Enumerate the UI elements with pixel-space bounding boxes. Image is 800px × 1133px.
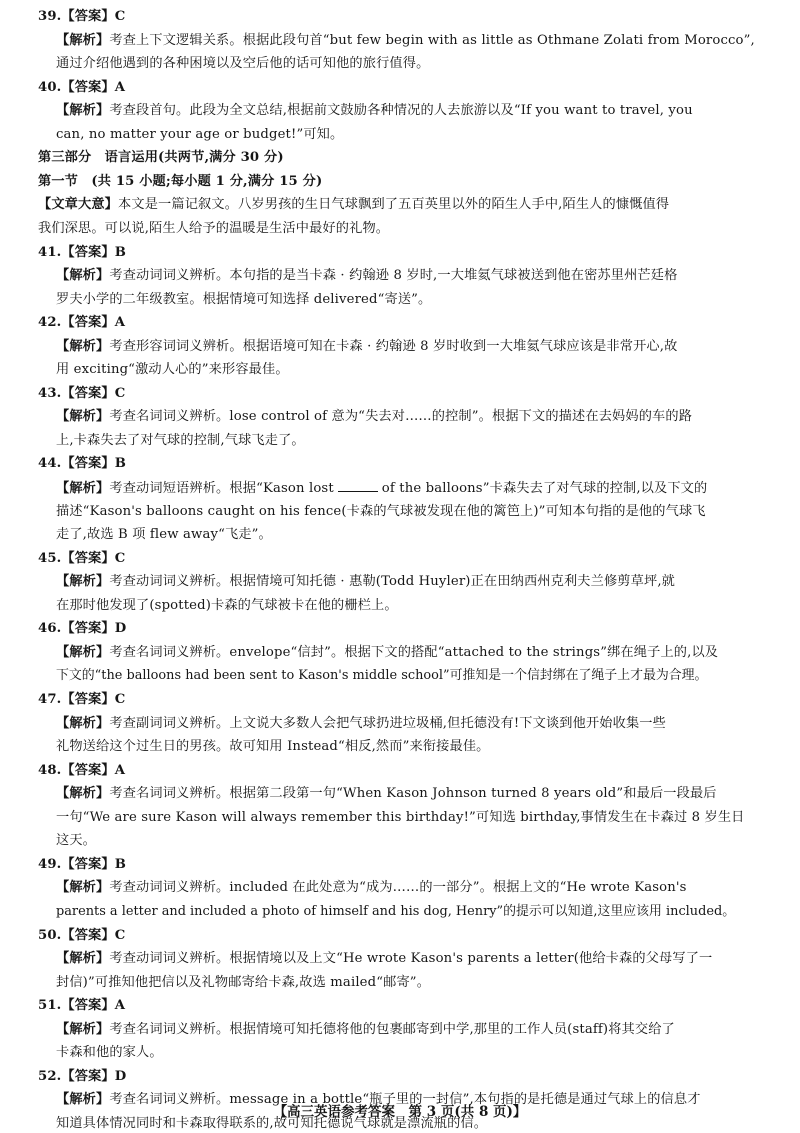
explanation-text: 考查名词词义辨析。message in a bottle“瓶子里的一封信”,本句指的是托德是通过气球上的信息才	[109, 1092, 701, 1108]
answer-tag: 【答案】	[61, 1068, 115, 1084]
explanation-50-cont	[56, 974, 430, 992]
explanation-text: 考查动词词义辨析。本句指的是当卡森 · 约翰逊 8 岁时,一大堆氦气球被送到他在密苏里州芒廷格	[109, 268, 678, 284]
explanation-text: 封信)”可推知他把信以及礼物邮寄给卡森,故选 mailed“邮寄”。	[56, 974, 431, 990]
answer-letter: C	[114, 385, 126, 401]
explanation-tag: 【解析】	[56, 103, 110, 119]
explanation-tag: 【解析】	[56, 1021, 110, 1037]
explanation-text: 在那时他发现了(spotted)卡森的气球被卡在他的栅栏上。	[56, 597, 398, 613]
explanation-text: 通过介绍他遇到的各种困境以及空后他的话可知他的旅行值得。	[56, 56, 430, 72]
answer-letter: A	[114, 762, 126, 778]
explanation-text: 走了,故选 B 项 flew away“飞走”。	[56, 527, 272, 543]
explanation-tag: 【解析】	[56, 574, 110, 590]
answer-tag: 【答案】	[61, 692, 115, 707]
explanation-45	[56, 573, 675, 591]
answer-tag: 【答案】	[61, 244, 115, 260]
explanation-text: 下文的“the balloons had been sent to Kason's middle school”可推知是一个信封绑在了绳子上才最为合理。	[56, 668, 708, 684]
explanation-48-cont2	[56, 832, 96, 850]
question-number: 44.	[38, 456, 62, 472]
explanation-text: parents a letter and included a photo of himself and his dog, Henry”的提示可以知道,这里应该用 included。	[56, 903, 736, 919]
explanation-44	[56, 479, 707, 498]
explanation-text: 礼物送给这个过生日的男孩。故可知用 Instead“相反,然而”来衔接最佳。	[56, 739, 490, 755]
explanation-44-cont2	[56, 526, 272, 544]
fill-in-blank	[338, 479, 378, 492]
question-number: 47.	[38, 692, 62, 707]
explanation-text: can, no matter your age or budget!”可知。	[56, 126, 344, 142]
section-heading: 第三部分 语言运用(共两节,满分 30 分)	[38, 150, 284, 166]
explanation-text: 考查动词词义辨析。included 在此处意为“成为……的一部分”。根据上文的“He wrote Kason's	[109, 880, 687, 896]
answer-tag: 【答案】	[61, 385, 115, 401]
explanation-43-cont	[56, 432, 305, 450]
answer-letter: C	[114, 550, 126, 566]
explanation-41	[56, 267, 677, 285]
answer-tag: 【答案】	[61, 79, 115, 95]
article-summary-cont	[38, 220, 389, 238]
explanation-tag: 【解析】	[56, 338, 110, 354]
explanation-text: 考查副词词义辨析。上文说大多数人会把气球扔进垃圾桶,但托德没有!下文谈到他开始收集一些	[109, 715, 666, 731]
summary-text: 我们深思。可以说,陌生人给予的温暖是生活中最好的礼物。	[38, 221, 390, 236]
explanation-41-cont	[56, 291, 431, 309]
explanation-text: 考查动词词义辨析。根据情境可知托德 · 惠勒(Todd Huyler)正在田纳西州克利夫兰修剪草坪,就	[109, 574, 675, 590]
explanation-40	[56, 102, 693, 120]
explanation-text: 考查形容词词义辨析。根据语境可知在卡森 · 约翰逊 8 岁时收到一大堆氦气球应该是非常开心,故	[109, 338, 678, 354]
answer-letter: C	[114, 9, 126, 24]
answer-tag: 【答案】	[61, 456, 115, 472]
explanation-text: 用 exciting“激动人心的”来形容最佳。	[56, 362, 289, 378]
explanation-text: 卡森和他的家人。	[56, 1045, 163, 1061]
page-footer: 【高三英语参考答案 第 3 页(共 8 页)】	[273, 1104, 527, 1120]
explanation-49-cont	[56, 903, 735, 921]
explanation-text: 考查名词词义辨析。lose control of 意为“失去对……的控制”。根据下文的描述在去妈妈的车的路	[109, 409, 693, 425]
explanation-text: 罗夫小学的二年级教室。根据情境可知选择 delivered“寄送”。	[56, 291, 432, 307]
explanation-text: 描述“Kason's balloons caught on his fence(卡森的气球被发现在他的篱笆上)”可知本句指的是他的气球飞	[56, 503, 706, 519]
answer-letter: B	[114, 856, 127, 872]
question-number: 50.	[38, 927, 62, 943]
answer-tag: 【答案】	[61, 998, 115, 1014]
explanation-tag: 【解析】	[56, 715, 110, 731]
question-number: 46.	[38, 621, 62, 637]
answer-49	[38, 856, 126, 874]
explanation-49	[56, 879, 687, 897]
explanation-text: 一句“We are sure Kason will always remember this birthday!”可知选 birthday,事情发生在卡森过 8 岁生日	[56, 809, 745, 825]
explanation-tag: 【解析】	[56, 951, 110, 966]
answer-letter: B	[114, 244, 127, 260]
explanation-tag: 【解析】	[56, 880, 110, 896]
answer-tag: 【答案】	[61, 9, 115, 24]
explanation-text: 这天。	[56, 833, 97, 849]
answer-tag: 【答案】	[61, 621, 115, 637]
answer-46	[38, 620, 126, 638]
answer-45	[38, 550, 125, 568]
explanation-39-cont	[56, 55, 429, 73]
question-number: 40.	[38, 79, 62, 95]
answer-letter: A	[114, 315, 126, 331]
answer-52	[38, 1068, 126, 1086]
answer-letter: D	[114, 1068, 127, 1084]
explanation-48	[56, 785, 717, 803]
explanation-text: 上,卡森失去了对气球的控制,气球飞走了。	[56, 432, 305, 448]
question-number: 41.	[38, 244, 62, 260]
article-summary	[38, 196, 669, 214]
explanation-text: 考查名词词义辨析。根据第二段第一句“When Kason Johnson turned 8 years old”和最后一段最后	[109, 786, 717, 802]
explanation-43	[56, 408, 692, 426]
answer-tag: 【答案】	[61, 550, 115, 566]
explanation-tag: 【解析】	[56, 268, 110, 284]
answer-letter: D	[114, 621, 127, 637]
explanation-tag: 【解析】	[56, 409, 110, 425]
question-number: 39.	[38, 9, 62, 24]
explanation-text: 知道具体情况同时和卡森取得联系的,故可知托德说气球就是漂流瓶的信。	[56, 1115, 488, 1131]
answer-50	[38, 927, 125, 945]
answer-41	[38, 244, 126, 262]
explanation-51-cont	[56, 1044, 163, 1062]
answer-letter: A	[114, 998, 126, 1014]
explanation-40-cont	[56, 126, 343, 144]
question-number: 48.	[38, 762, 62, 778]
answer-tag: 【答案】	[61, 315, 115, 331]
answer-tag: 【答案】	[61, 927, 115, 943]
explanation-51	[56, 1021, 675, 1039]
explanation-tag: 【解析】	[56, 786, 110, 802]
explanation-46	[56, 644, 718, 662]
explanation-47-cont	[56, 738, 490, 756]
answer-43	[38, 385, 125, 403]
explanation-text: 考查动词词义辨析。根据情境以及上文“He wrote Kason's parents a letter(他给卡森的父母写了一	[109, 951, 713, 966]
question-number: 49.	[38, 856, 62, 872]
explanation-text: of the balloons”卡森失去了对气球的控制,以及下文的	[381, 481, 708, 496]
answer-51	[38, 997, 125, 1015]
explanation-text: 考查名词词义辨析。根据情境可知托德将他的包裹邮寄到中学,那里的工作人员(staff)将其交给了	[109, 1021, 675, 1037]
answer-letter: A	[114, 79, 126, 95]
explanation-text: 考查名词词义辨析。envelope“信封”。根据下文的搭配“attached to the strings”绑在绳子上的,以及	[109, 644, 719, 660]
answer-40	[38, 79, 125, 97]
explanation-50	[56, 950, 712, 968]
question-number: 42.	[38, 315, 62, 331]
explanation-text: 考查动词短语辨析。根据“Kason lost	[109, 481, 334, 496]
explanation-39	[56, 32, 755, 50]
answer-39	[38, 8, 125, 26]
explanation-45-cont	[56, 597, 398, 615]
explanation-44-cont	[56, 503, 706, 521]
explanation-text: 考查段首句。此段为全文总结,根据前文鼓励各种情况的人去旅游以及“If you want to travel, you	[109, 103, 693, 119]
explanation-tag: 【解析】	[56, 481, 110, 496]
summary-tag: 【文章大意】	[38, 197, 119, 213]
question-number: 43.	[38, 385, 62, 401]
answer-42	[38, 314, 125, 332]
answer-48	[38, 762, 125, 780]
question-number: 52.	[38, 1068, 62, 1084]
answer-47	[38, 691, 125, 709]
explanation-48-cont	[56, 809, 745, 827]
answer-letter: C	[114, 927, 126, 943]
explanation-tag: 【解析】	[56, 1092, 110, 1108]
answer-letter: B	[114, 456, 127, 472]
explanation-tag: 【解析】	[56, 644, 110, 660]
question-number: 51.	[38, 998, 62, 1014]
summary-text: 本文是一篇记叙文。八岁男孩的生日气球飘到了五百英里以外的陌生人手中,陌生人的慷慨值得	[118, 197, 670, 213]
answer-44	[38, 455, 126, 473]
subsection-heading: 第一节 (共 15 小题;每小题 1 分,满分 15 分)	[38, 173, 323, 189]
explanation-42	[56, 338, 677, 356]
explanation-text: 考查上下文逻辑关系。根据此段句首“but few begin with as little as Othmane Zolati from Morocco”,	[109, 32, 755, 48]
answer-letter: C	[114, 692, 126, 707]
answer-tag: 【答案】	[61, 856, 115, 872]
answer-tag: 【答案】	[61, 762, 115, 778]
explanation-tag: 【解析】	[56, 32, 110, 48]
explanation-46-cont	[56, 667, 707, 685]
question-number: 45.	[38, 550, 62, 566]
explanation-42-cont	[56, 361, 289, 379]
explanation-47	[56, 715, 666, 733]
